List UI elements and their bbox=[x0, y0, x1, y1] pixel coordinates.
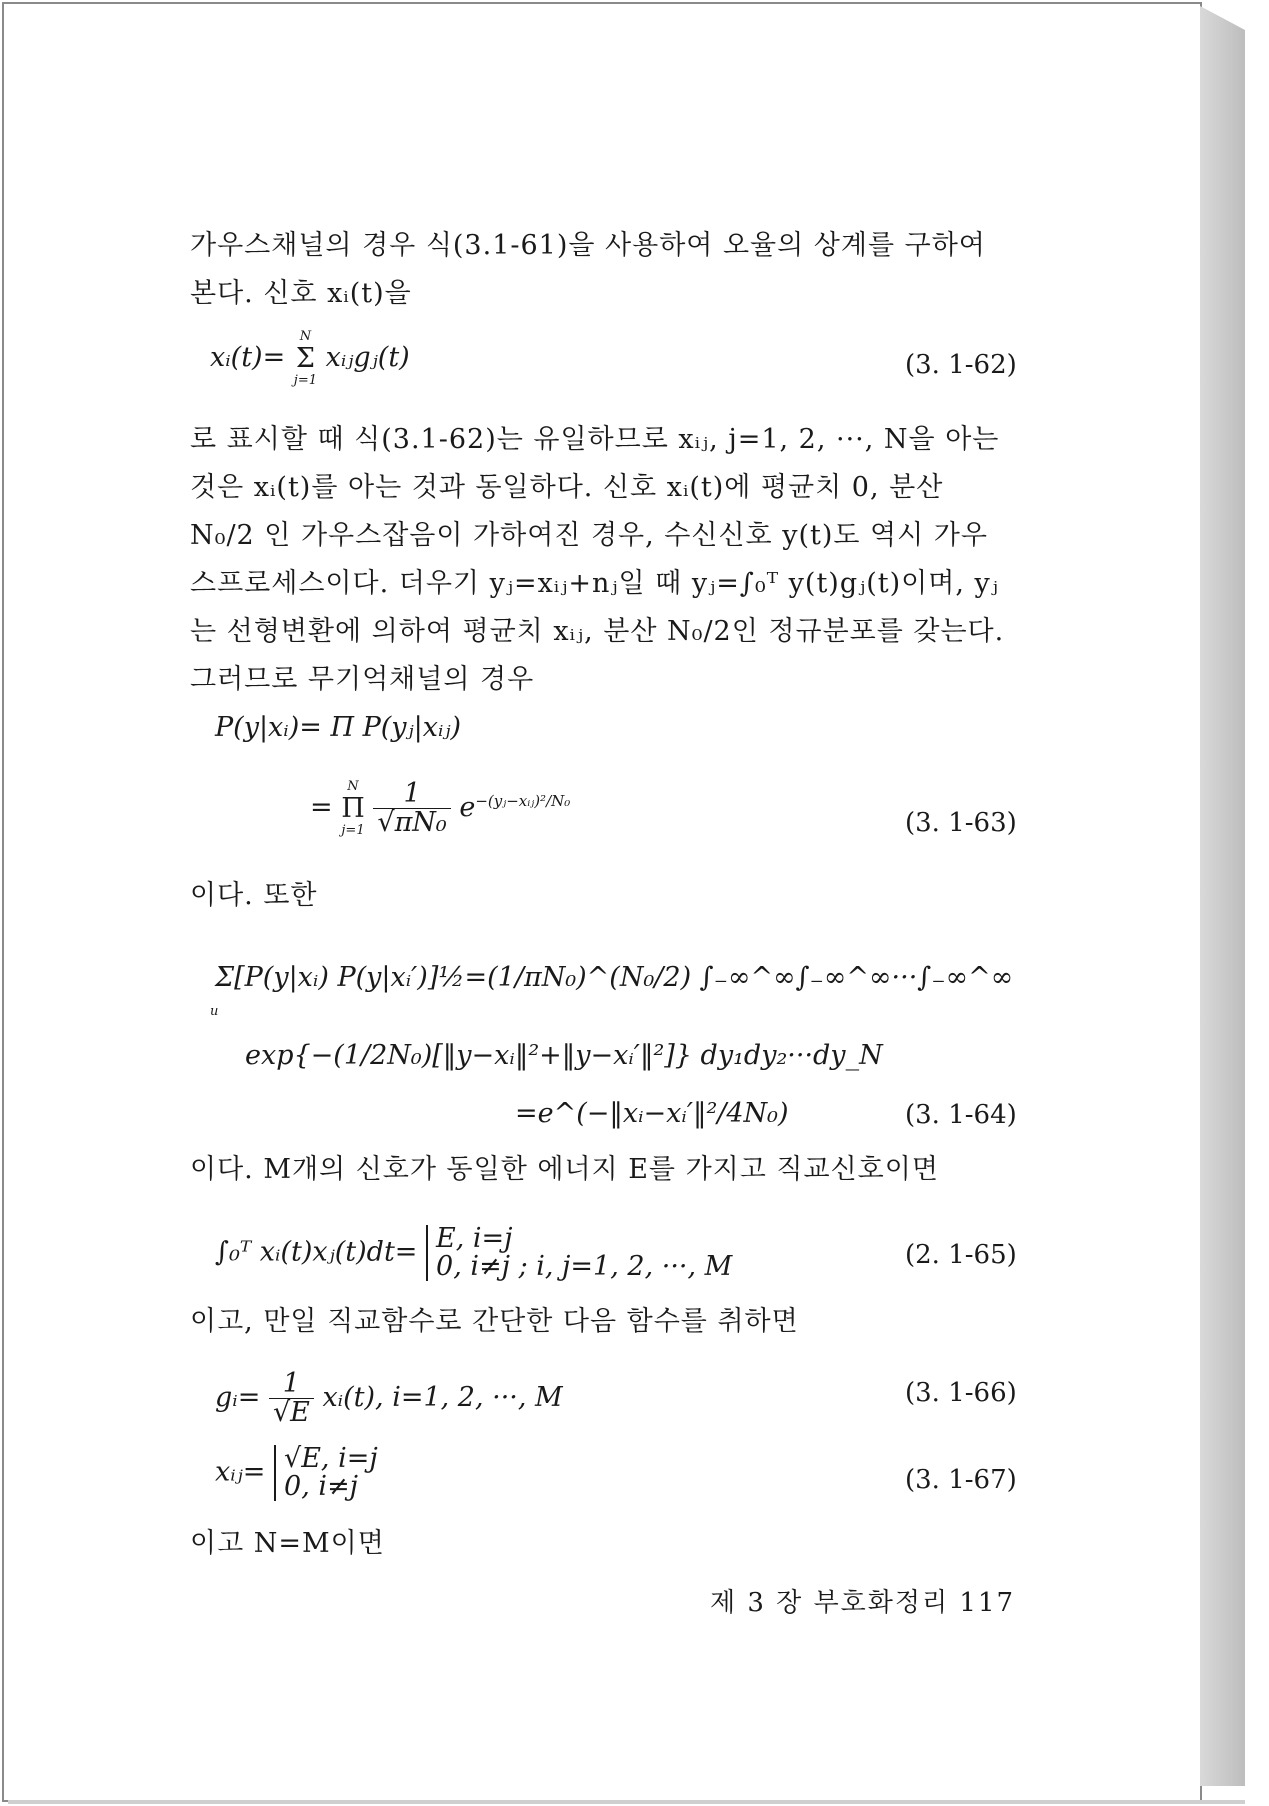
eq66-frac-den: √E bbox=[272, 1397, 310, 1428]
page-edge-shadow bbox=[1200, 6, 1245, 1786]
paragraph-3: 이다. 또한 bbox=[190, 880, 318, 911]
eq65-lhs: ∫₀ᵀ xᵢ(t)xⱼ(t)dt= bbox=[215, 1236, 418, 1268]
eq67-lhs: xᵢⱼ= bbox=[215, 1456, 266, 1488]
equation-3-1-62 bbox=[210, 330, 410, 387]
eq66-rhs: xᵢ(t), i=1, 2, ···, M bbox=[322, 1382, 563, 1413]
equation-label-65: (2. 1-65) bbox=[905, 1240, 1017, 1270]
eq64-line2: exp{−(1/2N₀)[‖y−xᵢ‖²+‖y−xᵢ′‖²]} dy₁dy₂···dy_N bbox=[245, 1040, 883, 1071]
eq64-sum-bottom: u bbox=[210, 1004, 219, 1019]
eq64-line1: Σ[P(y|xᵢ) P(y|xᵢ′)]½=(1/πN₀)^(N₀/2) ∫₋∞^∞∫₋∞^∞···∫₋∞^∞ bbox=[215, 962, 1014, 993]
paragraph-1: 가우스채널의 경우 식(3.1-61)을 사용하여 오율의 상계를 구하여 본다. 신호 xᵢ(t)을 bbox=[190, 230, 986, 309]
equation-3-1-64-line2 bbox=[245, 1040, 883, 1071]
equation-label-66: (3. 1-66) bbox=[905, 1378, 1017, 1408]
equation-3-1-63-line2 bbox=[310, 780, 570, 837]
eq64-line3: =e^(−‖xᵢ−xᵢ′‖²/4N₀) bbox=[515, 1098, 789, 1129]
page-footer: 제 3 장 부호화정리 117 bbox=[710, 1588, 1016, 1618]
equation-label-67: (3. 1-67) bbox=[905, 1465, 1017, 1495]
eq63-frac-num: 1 bbox=[373, 780, 450, 809]
paragraph-6: 이고 N=M이면 bbox=[190, 1528, 385, 1559]
eq65-case1: E, i=j bbox=[436, 1223, 513, 1254]
sum-top: N bbox=[299, 329, 312, 344]
equation-label-63: (3. 1-63) bbox=[905, 808, 1017, 838]
equation-3-1-66 bbox=[215, 1370, 563, 1427]
eq62-lhs: xᵢ(t)= bbox=[210, 342, 286, 373]
eq67-case2: 0, i≠j bbox=[284, 1471, 358, 1502]
eq63-line1: P(y|xᵢ)= Π P(yⱼ|xᵢⱼ) bbox=[215, 712, 462, 743]
equation-2-1-65 bbox=[215, 1225, 732, 1281]
prod-top: N bbox=[347, 779, 359, 794]
prod-bottom: j=1 bbox=[341, 823, 365, 838]
paragraph-5: 이고, 만일 직교함수로 간단한 다음 함수를 취하면 bbox=[190, 1306, 799, 1337]
paragraph-2: 로 표시할 때 식(3.1-62)는 유일하므로 xᵢⱼ, j=1, 2, ···, N을 아는 것은 xᵢ(t)를 아는 것과 동일하다. 신호 xᵢ(t)에 평균치 0, 분산 N₀/2 인 가우스잡음이 가하여진 경우, 수신신호 y(t)도 역시 가우스프로세스이다. 더우기 yⱼ=xᵢⱼ+nⱼ일 때 yⱼ=∫₀ᵀ y(t)gⱼ(t)이며, yⱼ는 선형변환에 의하여 평균치 xᵢⱼ, 분산 N₀/2인 정규분포를 갖는다. 그러므로 무기억채널의 경우 bbox=[190, 424, 1005, 695]
equation-label-62: (3. 1-62) bbox=[905, 350, 1017, 380]
eq63-equals: = bbox=[310, 792, 333, 823]
page-bottom-shadow bbox=[8, 1800, 1245, 1804]
eq65-cases bbox=[426, 1225, 732, 1281]
eq63-exp-base: e bbox=[459, 792, 476, 823]
eq63-fraction bbox=[373, 780, 450, 837]
eq65-case2: 0, i≠j ; i, j=1, 2, ···, M bbox=[436, 1251, 733, 1282]
eq63-frac-den: √πN₀ bbox=[377, 807, 447, 838]
eq66-lhs: gᵢ= bbox=[215, 1382, 261, 1413]
eq67-cases bbox=[274, 1445, 378, 1501]
equation-3-1-67 bbox=[215, 1445, 378, 1501]
paragraph-4: 이다. M개의 신호가 동일한 에너지 E를 가지고 직교신호이면 bbox=[190, 1154, 939, 1185]
product-symbol: N Π j=1 bbox=[341, 779, 365, 838]
eq66-fraction bbox=[269, 1370, 314, 1427]
equation-3-1-64-line1 bbox=[215, 962, 1013, 993]
eq67-case1: √E, i=j bbox=[284, 1443, 378, 1474]
eq63-exp-power: −(yⱼ−xᵢⱼ)²/N₀ bbox=[475, 792, 571, 810]
equation-3-1-64-line3 bbox=[515, 1098, 789, 1129]
equation-3-1-63-line1 bbox=[215, 712, 461, 743]
sum-bottom: j=1 bbox=[293, 373, 317, 388]
sum-symbol: N Σ j=1 bbox=[293, 329, 317, 388]
eq66-frac-num: 1 bbox=[269, 1370, 314, 1399]
equation-label-64: (3. 1-64) bbox=[905, 1100, 1017, 1130]
eq62-rhs: xᵢⱼgⱼ(t) bbox=[325, 342, 410, 373]
